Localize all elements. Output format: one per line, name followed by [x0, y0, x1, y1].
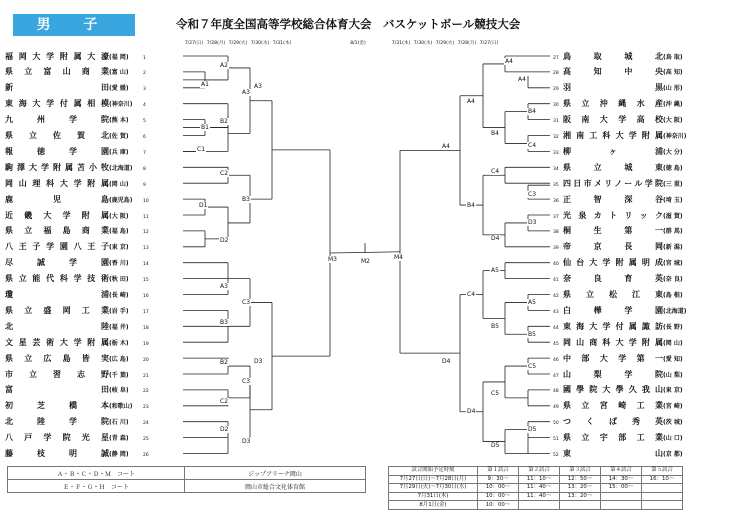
team-name: 文星芸術大学附属: [5, 337, 109, 347]
match-label: M2: [361, 257, 370, 265]
team-number: 16: [143, 294, 149, 299]
team-name: 九州学院: [5, 115, 109, 125]
team-number: 23: [143, 405, 149, 411]
schedule-cell: 9：30～: [478, 475, 519, 484]
team-prefecture: (福 井): [109, 323, 129, 331]
match-label: A4: [505, 58, 513, 66]
venue-row: [8, 467, 366, 480]
match-label: D3: [528, 219, 537, 227]
team-number: 11: [143, 214, 149, 220]
venue-name: ジップアリーナ岡山: [185, 467, 366, 480]
match-label: B4: [467, 201, 475, 209]
team-name: 四日市メリノール学院: [563, 178, 663, 188]
team-number: 37: [553, 214, 559, 220]
team-name: 県立福島商業: [5, 226, 109, 236]
team-prefecture: (愛 知): [663, 355, 683, 363]
team-name: 八王子学園八王子: [5, 242, 109, 252]
team-name: 柳ヶ浦: [563, 146, 663, 156]
team-number: 39: [553, 246, 559, 252]
team-name: つくば秀英: [563, 417, 663, 427]
team-number: 24: [143, 421, 149, 427]
schedule-cell: 7月31日(木): [389, 492, 478, 501]
team-prefecture: (北海道): [109, 164, 133, 172]
team-prefecture: (鹿児島): [109, 196, 133, 204]
date-label: 8/1(金): [350, 41, 366, 46]
venue-name: 岡山市総合文化体育館: [185, 480, 366, 493]
team-name: 帝京長岡: [563, 242, 663, 252]
team-name: 近畿大学附属: [5, 210, 109, 220]
schedule-cell: [642, 492, 683, 501]
match-label: D5: [528, 426, 537, 434]
schedule-cell: [601, 492, 642, 501]
schedule-cell: 15：00～: [601, 484, 642, 493]
match-label: C3: [242, 298, 251, 306]
team-number: 45: [553, 341, 559, 347]
match-label: C4: [528, 141, 537, 149]
schedule-cell: 11：10～: [519, 475, 560, 484]
schedule-header-cell: 第４試合: [601, 467, 642, 476]
match-label: C3: [528, 190, 537, 198]
team-name: 県立盛岡工業: [5, 305, 109, 315]
team-name: 岡山商科大学附属: [563, 337, 663, 347]
team-number: 30: [553, 103, 559, 109]
team-name: 県立佐賀北: [5, 131, 109, 140]
match-label: D5: [491, 442, 500, 449]
team-number: 1: [143, 55, 146, 61]
team-number: 35: [553, 182, 559, 188]
match-label: A1: [201, 81, 209, 89]
team-name: 北陸学院: [5, 417, 109, 427]
schedule-header-cell: 第１試合: [478, 467, 519, 476]
match-label: B4: [528, 108, 536, 116]
team-number: 48: [553, 389, 559, 395]
date-label: 7/29(火): [228, 41, 248, 46]
team-name: 県立沖縄水産: [563, 99, 663, 109]
team-prefecture: (和歌山): [109, 403, 133, 411]
match-label: D3: [242, 438, 251, 446]
match-label: B5: [528, 330, 536, 338]
match-label: C5: [491, 390, 500, 398]
team-name: 富田: [5, 385, 109, 395]
match-label: A3: [254, 83, 262, 91]
match-label: A4: [442, 142, 450, 150]
team-name: 湘南工科大学附属: [563, 131, 663, 140]
gender-badge: 男 子: [13, 14, 135, 36]
team-name: 桐生第一: [563, 226, 663, 236]
schedule-header-cell: 試合開始予定時刻: [389, 467, 478, 476]
schedule-cell: [642, 484, 683, 493]
match-label: A3: [242, 89, 250, 97]
team-number: 2: [143, 71, 146, 77]
team-number: 19: [143, 341, 149, 347]
schedule-cell: 12：50～: [560, 475, 601, 484]
schedule-table: [388, 466, 683, 510]
team-prefecture: (秋 田): [109, 276, 129, 284]
team-prefecture: (大 阪): [109, 212, 129, 220]
team-prefecture: (長 野): [663, 323, 683, 331]
team-name: 北陸: [5, 321, 109, 331]
match-label: D4: [442, 357, 451, 365]
team-number: 42: [553, 294, 559, 299]
match-label: C2: [220, 398, 229, 406]
team-prefecture: (滋 賀): [663, 212, 683, 220]
team-number: 15: [143, 278, 149, 284]
team-prefecture: (宮 崎): [663, 403, 683, 411]
team-name: 県立宇部工業: [563, 433, 663, 443]
schedule-cell: 10：00～: [478, 484, 519, 493]
match-label: A5: [528, 298, 536, 306]
team-number: 47: [553, 373, 559, 379]
team-prefecture: (栃 木): [109, 339, 129, 347]
team-name: 県立松江東: [563, 290, 663, 299]
team-name: 新田: [5, 83, 109, 93]
team-prefecture: (香 川): [109, 260, 129, 268]
schedule-row: [389, 501, 683, 510]
team-number: 13: [143, 246, 149, 252]
date-label: 7/28(月): [457, 41, 477, 46]
team-prefecture: (埼 玉): [663, 196, 683, 204]
team-name: 白樺学園: [563, 305, 663, 315]
team-name: 県立富山商業: [5, 67, 109, 77]
match-label: C2: [220, 169, 229, 177]
schedule-header-cell: 第２試合: [519, 467, 560, 476]
team-prefecture: (徳 島): [663, 164, 683, 172]
team-number: 38: [553, 230, 559, 236]
match-label: C4: [467, 291, 476, 298]
page-title: 令和７年度全国高等学校総合体育大会 バスケットボール競技大会: [176, 17, 521, 31]
team-number: 44: [553, 325, 559, 331]
team-name: 県立能代科学技術: [5, 274, 109, 284]
schedule-cell: 10：00～: [478, 492, 519, 501]
match-label: D2: [220, 237, 229, 245]
team-name: 県立城東: [563, 162, 663, 172]
schedule-cell: [601, 501, 642, 510]
team-prefecture: (北海道): [663, 307, 687, 315]
match-label: B3: [220, 318, 228, 326]
team-prefecture: (石 川): [109, 419, 129, 427]
team-prefecture: (奈 良): [663, 276, 683, 284]
team-number: 14: [143, 262, 149, 268]
team-number: 36: [553, 198, 559, 204]
match-label: D1: [199, 201, 208, 209]
schedule-cell: [642, 501, 683, 510]
match-label: A5: [491, 267, 499, 275]
team-number: 4: [143, 103, 146, 109]
team-number: 10: [143, 198, 149, 204]
match-label: C3: [242, 378, 251, 386]
team-prefecture: (茨 城): [663, 419, 683, 427]
team-prefecture: (山 形): [663, 85, 683, 93]
team-name: 東海大学付属諏訪: [563, 321, 663, 331]
team-prefecture: (青 森): [109, 435, 129, 443]
team-prefecture: (広 島): [109, 355, 129, 363]
team-prefecture: (富 山): [109, 69, 129, 77]
venue-row: [8, 480, 366, 493]
team-name: 尽誠学園: [5, 258, 109, 268]
team-name: 羽黒: [563, 83, 663, 93]
team-name: 阪南大学高校: [563, 115, 663, 125]
team-number: 6: [143, 135, 146, 140]
team-number: 49: [553, 405, 559, 411]
team-prefecture: (岡 山): [663, 339, 683, 347]
team-name: 瓊浦: [5, 290, 109, 299]
schedule-row: [389, 484, 683, 493]
schedule-cell: 8月1日(金): [389, 501, 478, 510]
match-label: D2: [220, 426, 229, 434]
team-prefecture: (高 知): [663, 69, 683, 77]
team-number: 12: [143, 230, 149, 236]
team-number: 33: [553, 150, 559, 156]
team-prefecture: (静 岡): [109, 451, 129, 458]
schedule-cell: 10：00～: [478, 501, 519, 510]
schedule-cell: 11：40～: [519, 484, 560, 493]
team-prefecture: (福 岡): [109, 53, 129, 61]
team-number: 20: [143, 357, 149, 363]
team-prefecture: (鳥 取): [663, 53, 683, 61]
match-label: A2: [220, 62, 228, 70]
team-number: 22: [143, 389, 149, 395]
schedule-cell: [519, 501, 560, 510]
team-name: 山梨学院: [563, 369, 663, 379]
match-label: M4: [394, 254, 403, 262]
schedule-cell: 7月29日(火)～7月30日(水): [389, 484, 478, 493]
team-prefecture: (佐 賀): [109, 133, 129, 140]
match-label: B1: [201, 124, 209, 132]
match-label: B3: [242, 195, 250, 203]
match-label: C5: [528, 362, 537, 370]
team-name: 藤枝明誠: [5, 449, 109, 458]
team-number: 32: [553, 135, 559, 140]
team-number: 27: [553, 55, 559, 61]
date-label: 7/27(日): [184, 41, 204, 46]
team-prefecture: (三 重): [663, 180, 683, 188]
schedule-cell: 13：20～: [560, 484, 601, 493]
schedule-row: [389, 475, 683, 484]
schedule-cell: 16：10～: [642, 475, 683, 484]
team-prefecture: (熊 本): [109, 117, 129, 125]
team-name: 県立宮崎工業: [563, 401, 663, 411]
team-prefecture: (福 島): [109, 228, 129, 236]
team-number: 41: [553, 278, 559, 284]
schedule-cell: 13：20～: [560, 492, 601, 501]
team-number: 26: [143, 453, 149, 458]
match-label: D4: [491, 235, 500, 243]
team-name: 八戸学院光星: [5, 433, 109, 443]
team-number: 51: [553, 437, 559, 443]
team-name: 正智深谷: [563, 194, 663, 204]
team-prefecture: (東 京): [663, 387, 683, 395]
team-prefecture: (神奈川): [109, 101, 133, 109]
team-number: 40: [553, 262, 559, 268]
team-name: 駒澤大学附属苫小牧: [5, 162, 109, 172]
team-name: 光泉カトリック: [563, 210, 663, 220]
team-name: 東海大学付属相模: [5, 99, 109, 109]
schedule-cell: [560, 501, 601, 510]
venue-courts: Ｅ・Ｆ・Ｇ・Ｈ コート: [8, 480, 185, 493]
team-name: 國學院大學久我山: [563, 385, 663, 395]
team-number: 52: [553, 453, 559, 458]
date-label: 7/29(火): [435, 41, 455, 46]
team-number: 21: [143, 373, 149, 379]
date-label: 7/31(木): [272, 41, 292, 46]
match-label: A4: [518, 76, 526, 84]
team-prefecture: (山 梨): [663, 371, 683, 379]
team-number: 50: [553, 421, 559, 427]
team-prefecture: (新 潟): [663, 244, 683, 252]
match-label: C4: [491, 167, 500, 175]
team-name: 岡山理科大学附属: [5, 178, 109, 188]
match-label: C1: [197, 145, 206, 153]
team-number: 17: [143, 309, 149, 315]
team-prefecture: (神奈川): [663, 133, 687, 140]
team-prefecture: (長 崎): [109, 292, 129, 299]
team-prefecture: (千 葉): [109, 371, 129, 379]
team-name: 高知中央: [563, 67, 663, 77]
team-prefecture: (岩 手): [109, 307, 129, 315]
team-prefecture: (京 都): [663, 451, 683, 458]
date-label: 7/27(日): [479, 41, 499, 46]
team-number: 34: [553, 166, 559, 172]
team-number: 28: [553, 71, 559, 77]
team-prefecture: (岐 阜): [109, 387, 129, 395]
team-prefecture: (山 口): [663, 435, 683, 443]
team-name: 奈良育英: [563, 274, 663, 284]
date-label: 7/31(木): [391, 41, 411, 46]
match-label: B5: [491, 322, 499, 330]
team-prefecture: (岡 山): [109, 180, 129, 188]
team-number: 25: [143, 437, 149, 443]
team-number: 46: [553, 357, 559, 363]
team-prefecture: (愛 媛): [109, 85, 129, 93]
team-number: 8: [143, 166, 146, 172]
schedule-header: [389, 467, 683, 476]
match-label: B2: [220, 118, 228, 126]
venue-courts: Ａ・Ｂ・Ｃ・Ｄ・Ｍ コート: [8, 467, 185, 480]
match-label: M3: [328, 255, 337, 263]
team-prefecture: (大 分): [663, 148, 683, 156]
match-label: A4: [467, 98, 475, 106]
team-prefecture: (大 阪): [663, 117, 683, 125]
team-prefecture: (兵 庫): [109, 148, 129, 156]
team-number: 31: [553, 119, 559, 125]
team-number: 43: [553, 309, 559, 315]
schedule-header-cell: 第５試合: [642, 467, 683, 476]
match-label: A3: [220, 283, 228, 291]
team-name: 鳥取城北: [563, 51, 663, 61]
match-label: B4: [491, 130, 499, 138]
schedule-row: [389, 492, 683, 501]
team-name: 市立習志野: [5, 369, 109, 379]
team-prefecture: (群 馬): [663, 228, 683, 236]
team-name: 鹿児島: [5, 194, 109, 204]
team-name: 福岡大学附属大濠: [5, 51, 109, 61]
match-label: D4: [467, 408, 476, 416]
date-label: 7/28(月): [206, 41, 226, 46]
team-name: 中部大学第一: [563, 353, 663, 363]
team-number: 29: [553, 87, 559, 93]
schedule-cell: 14：30～: [601, 475, 642, 484]
venue-table: [7, 466, 366, 493]
team-prefecture: (宮 城): [663, 260, 683, 268]
match-label: B2: [220, 358, 228, 366]
date-label: 7/30(水): [250, 41, 270, 46]
team-name: 報徳学園: [5, 146, 109, 156]
team-number: 18: [143, 325, 149, 331]
team-number: 7: [143, 150, 146, 156]
schedule-cell: 7月27日(日)～7月28日(月): [389, 475, 478, 484]
team-name: 初芝橋本: [5, 401, 109, 411]
team-prefecture: (島 根): [663, 292, 683, 299]
team-number: 5: [143, 119, 146, 125]
team-prefecture: (沖 縄): [663, 101, 683, 109]
team-prefecture: (東 京): [109, 244, 129, 252]
schedule-cell: 11：40～: [519, 492, 560, 501]
match-label: D3: [254, 357, 263, 365]
schedule-header-cell: 第３試合: [560, 467, 601, 476]
team-number: 3: [143, 87, 146, 93]
team-name: 東山: [563, 449, 663, 458]
date-label: 7/30(水): [413, 41, 433, 46]
team-name: 仙台大学附属明成: [563, 258, 663, 268]
team-number: 9: [143, 182, 146, 188]
team-name: 県立広島皆実: [5, 353, 109, 363]
